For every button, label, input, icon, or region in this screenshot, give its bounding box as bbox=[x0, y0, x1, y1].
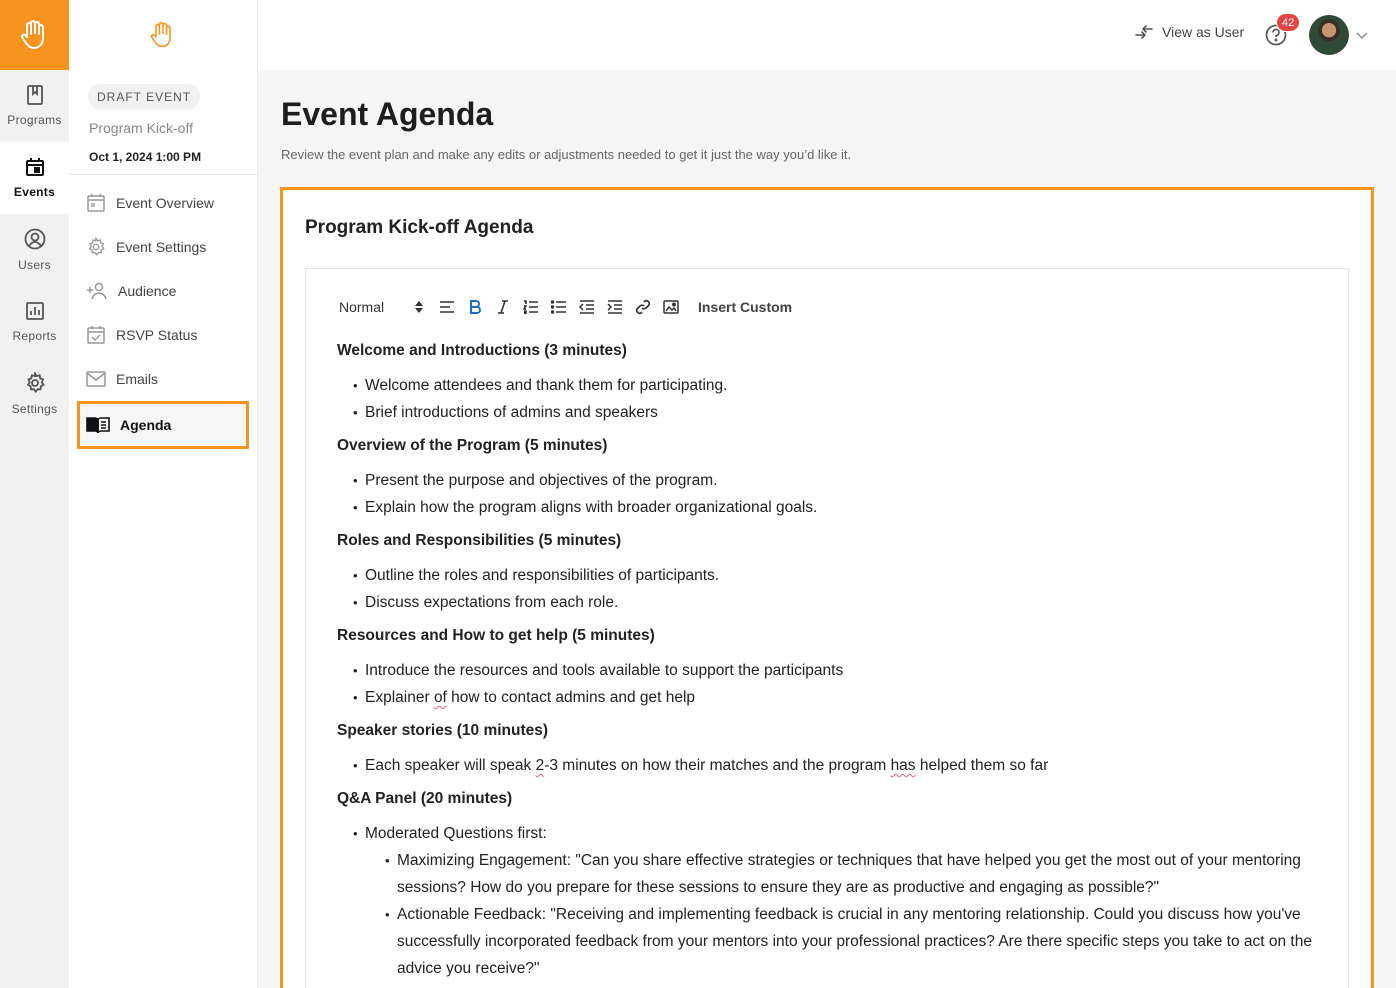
bullet-list-icon bbox=[551, 300, 567, 314]
chevron-down-icon[interactable] bbox=[1355, 28, 1369, 42]
nav-item-event-overview[interactable] bbox=[69, 181, 257, 225]
user-circle-icon bbox=[24, 228, 46, 250]
link-icon bbox=[635, 299, 651, 315]
bullet-list bbox=[337, 752, 1317, 779]
rail-item-label: Programs bbox=[7, 113, 62, 127]
agenda-section bbox=[337, 721, 1317, 779]
ordered-list-button[interactable] bbox=[517, 300, 545, 314]
bold-icon bbox=[469, 300, 481, 314]
spelling-flag[interactable]: 2 bbox=[535, 757, 545, 774]
hand-wave-icon bbox=[148, 20, 178, 50]
list-item: • Maximizing Engagement: "Can you share effective strategies or techniques that have helped you get the most out of your mentoring sessions? How do you prepare for these sessions to ensure they are as productive and engaging as possible?" bbox=[337, 847, 1317, 901]
nav-item-rsvp-status[interactable] bbox=[69, 313, 257, 357]
agenda-card bbox=[280, 187, 1374, 988]
bookmark-icon bbox=[26, 85, 44, 105]
image-button[interactable] bbox=[657, 300, 685, 314]
outdent-button[interactable] bbox=[573, 300, 601, 314]
image-icon bbox=[663, 300, 679, 314]
add-user-icon bbox=[86, 281, 108, 301]
align-left-icon bbox=[439, 300, 455, 314]
rail-item-label: Settings bbox=[11, 402, 58, 416]
page-title: Event Agenda bbox=[281, 96, 494, 132]
nav-item-audience[interactable] bbox=[69, 269, 257, 313]
agenda-section bbox=[337, 436, 1317, 521]
text-run: how to contact admins and get help bbox=[446, 689, 696, 706]
notification-badge[interactable]: 42 bbox=[1276, 13, 1300, 32]
spelling-flag[interactable]: of bbox=[433, 689, 447, 706]
bullet-list bbox=[337, 657, 1317, 711]
italic-button[interactable] bbox=[489, 300, 517, 314]
bullet-list bbox=[337, 820, 1317, 982]
sort-arrows-icon bbox=[415, 301, 423, 313]
editor-content[interactable] bbox=[337, 341, 1317, 988]
indent-button[interactable] bbox=[601, 300, 629, 314]
bullet-list bbox=[337, 467, 1317, 521]
link-button[interactable] bbox=[629, 299, 657, 315]
nav-item-label: RSVP Status bbox=[116, 327, 198, 343]
rail-item-label: Users bbox=[18, 258, 51, 272]
event-date: Oct 1, 2024 1:00 PM bbox=[89, 150, 202, 164]
bullet-list bbox=[337, 372, 1317, 426]
brand-mark bbox=[69, 0, 257, 70]
list-item: • Brief introductions of admins and speakers bbox=[337, 399, 1317, 426]
rail-item-label: Reports bbox=[12, 329, 57, 343]
status-badge: DRAFT EVENT bbox=[88, 84, 200, 110]
editor-toolbar bbox=[339, 297, 792, 317]
agenda-section bbox=[337, 626, 1317, 711]
nav-item-agenda[interactable] bbox=[77, 401, 249, 449]
rail-item-label: Events bbox=[13, 185, 56, 199]
card-title: Program Kick-off Agenda bbox=[305, 217, 534, 238]
text-run: Each speaker will speak bbox=[365, 757, 536, 774]
gear-icon bbox=[86, 237, 106, 257]
list-item: • Present the purpose and objectives of the program. bbox=[337, 467, 1317, 494]
section-heading: Overview of the Program (5 minutes) bbox=[337, 437, 608, 454]
switch-arrows-icon bbox=[1134, 25, 1154, 39]
gear-icon bbox=[24, 372, 46, 394]
view-as-user-button[interactable] bbox=[1134, 24, 1244, 40]
outdent-icon bbox=[579, 300, 595, 314]
app-logo[interactable] bbox=[0, 0, 69, 70]
page-subtitle: Review the event plan and make any edits or adjustments needed to get it just the way you’d like it. bbox=[281, 147, 852, 162]
bullet-list bbox=[337, 562, 1317, 616]
section-heading: Q&A Panel (20 minutes) bbox=[337, 790, 513, 807]
event-sidebar bbox=[69, 0, 258, 988]
book-icon bbox=[86, 415, 110, 435]
list-item: • Actionable Feedback: "Receiving and implementing feedback is crucial in any mentoring relationship. Could you discuss how you've successfully incorporated feedback from your mentors into your professional practices? Are there specific steps you take to act on the advice you receive?" bbox=[337, 901, 1317, 982]
rail-item-events[interactable] bbox=[0, 142, 69, 214]
list-item: • Explain how the program aligns with broader organizational goals. bbox=[337, 494, 1317, 521]
list-item: • Outline the roles and responsibilities of participants. bbox=[337, 562, 1317, 589]
bold-button[interactable] bbox=[461, 300, 489, 314]
rich-text-editor[interactable] bbox=[305, 268, 1349, 988]
format-select-value: Normal bbox=[339, 299, 385, 315]
align-button[interactable] bbox=[433, 300, 461, 314]
app-rail bbox=[0, 0, 69, 988]
agenda-section bbox=[337, 531, 1317, 616]
nav-item-label: Audience bbox=[118, 283, 177, 299]
event-title: Program Kick-off bbox=[89, 120, 193, 136]
nav-item-label: Event Settings bbox=[116, 239, 207, 255]
mail-icon bbox=[86, 369, 106, 389]
calendar-icon bbox=[25, 157, 45, 177]
agenda-section bbox=[337, 789, 1317, 982]
calendar-check-icon bbox=[86, 325, 106, 345]
text-run: -3 minutes on how their matches and the program bbox=[544, 757, 891, 774]
list-item: • Welcome attendees and thank them for participating. bbox=[337, 372, 1317, 399]
top-bar bbox=[258, 0, 1396, 70]
nav-item-label: Emails bbox=[116, 371, 159, 387]
list-item: • Introduce the resources and tools available to support the participants bbox=[337, 657, 1317, 684]
nav-item-label: Agenda bbox=[120, 417, 172, 433]
rail-item-programs[interactable] bbox=[0, 70, 69, 142]
rail-item-settings[interactable] bbox=[0, 358, 69, 430]
format-select[interactable] bbox=[339, 299, 423, 315]
ordered-list-icon bbox=[523, 300, 539, 314]
hand-wave-icon bbox=[18, 18, 52, 52]
section-heading: Speaker stories (10 minutes) bbox=[337, 722, 549, 739]
rail-item-reports[interactable] bbox=[0, 286, 69, 358]
list-item bbox=[337, 684, 1317, 711]
bullet-list-button[interactable] bbox=[545, 300, 573, 314]
rail-item-users[interactable] bbox=[0, 214, 69, 286]
text-run: helped them so far bbox=[915, 757, 1049, 774]
main-content bbox=[258, 70, 1396, 988]
section-heading: Roles and Responsibilities (5 minutes) bbox=[337, 532, 622, 549]
bar-chart-icon bbox=[25, 301, 45, 321]
insert-custom-button[interactable]: Insert Custom bbox=[698, 299, 793, 315]
event-nav bbox=[69, 181, 257, 449]
avatar[interactable] bbox=[1309, 15, 1349, 55]
nav-item-emails[interactable] bbox=[69, 357, 257, 401]
nav-item-event-settings[interactable] bbox=[69, 225, 257, 269]
indent-icon bbox=[607, 300, 623, 314]
spelling-flag[interactable]: has bbox=[890, 757, 916, 774]
list-item bbox=[337, 752, 1317, 779]
nav-item-label: Event Overview bbox=[116, 195, 215, 211]
section-heading: Resources and How to get help (5 minutes) bbox=[337, 627, 655, 644]
text-run: Explainer bbox=[365, 689, 434, 706]
list-item: • Discuss expectations from each role. bbox=[337, 589, 1317, 616]
list-item: • Moderated Questions first: bbox=[337, 820, 1317, 847]
italic-icon bbox=[497, 300, 509, 314]
view-as-user-label: View as User bbox=[1162, 24, 1245, 40]
divider bbox=[69, 174, 257, 175]
agenda-section bbox=[337, 341, 1317, 426]
section-heading: Welcome and Introductions (3 minutes) bbox=[337, 342, 627, 359]
calendar-icon bbox=[86, 193, 106, 213]
